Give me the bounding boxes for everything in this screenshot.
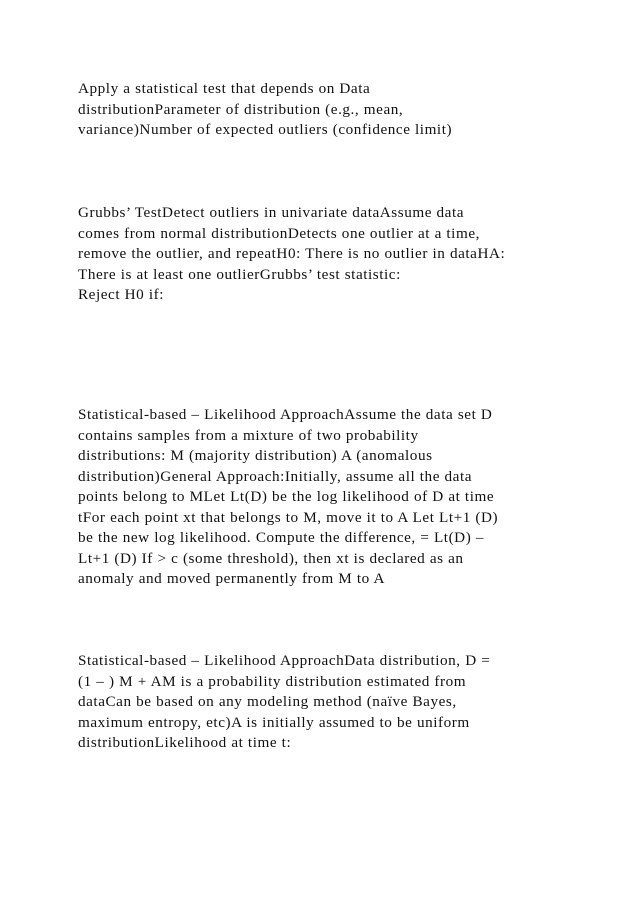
text-line: remove the outlier, and repeatH0: There is no outlier in dataHA:	[78, 245, 506, 262]
text-line: dataCan be based on any modeling method (naïve Bayes,	[78, 693, 457, 710]
paragraph-outlier-test-requirements	[78, 79, 578, 141]
paragraph-likelihood-approach	[78, 405, 578, 590]
text-line: distributions: M (majority distribution) A (anomalous	[78, 447, 433, 464]
text-line: Statistical-based – Likelihood ApproachData distribution, D =	[78, 652, 491, 669]
text-line: Apply a statistical test that depends on Data	[78, 80, 371, 97]
text-line: comes from normal distributionDetects one outlier at a time,	[78, 224, 480, 242]
text-line: distributionParameter of distribution (e.g., mean,	[78, 100, 404, 118]
text-line: contains samples from a mixture of two probability	[78, 426, 419, 444]
text-line: Grubbs’ TestDetect outliers in univariate dataAssume data	[78, 204, 465, 221]
paragraph-grubbs-test	[78, 203, 578, 306]
text-line: distribution)General Approach:Initially, assume all the data	[78, 467, 473, 485]
paragraph-likelihood-data-distribution	[78, 651, 578, 754]
text-line: distributionLikelihood at time t:	[78, 734, 292, 751]
text-line: (1 – ) M + AM is a probability distribution estimated from	[78, 672, 467, 690]
text-line: anomaly and moved permanently from M to A	[78, 570, 385, 587]
text-line: maximum entropy, etc)A is initially assumed to be uniform	[78, 713, 470, 731]
text-line: Reject H0 if:	[78, 286, 164, 303]
text-line: be the new log likelihood. Compute the difference, = Lt(D) –	[78, 529, 484, 546]
text-line: Lt+1 (D) If > c (some threshold), then xt is declared as an	[78, 549, 464, 567]
text-line: Statistical-based – Likelihood ApproachAssume the data set D	[78, 406, 493, 423]
text-line: tFor each point xt that belongs to M, move it to A Let Lt+1 (D)	[78, 508, 499, 526]
text-line: There is at least one outlierGrubbs’ test statistic:	[78, 265, 401, 283]
text-line: variance)Number of expected outliers (confidence limit)	[78, 121, 453, 138]
text-line: points belong to MLet Lt(D) be the log likelihood of D at time	[78, 488, 495, 505]
